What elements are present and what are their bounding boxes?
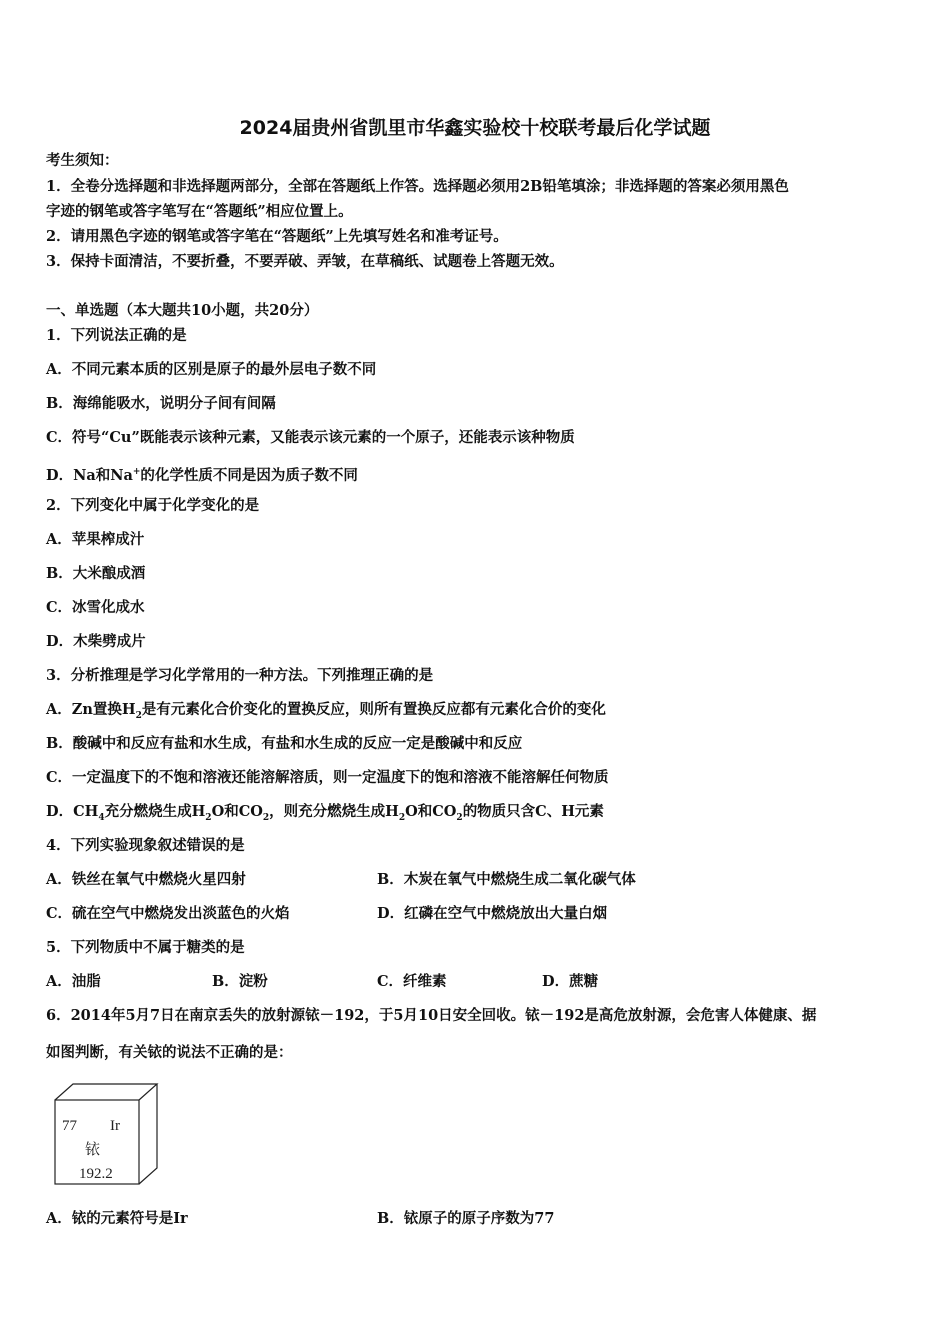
q5-option-b: B．淀粉 — [212, 973, 268, 990]
exam-title: 2024届贵州省凯里市华鑫实验校十校联考最后化学试题 — [239, 117, 711, 139]
q5-option-d: D．蔗糖 — [542, 973, 599, 990]
q3-a-text-1: A．Zn置换H — [46, 701, 136, 718]
q6-stem-line-2: 如图判断，有关铱的说法不正确的是： — [46, 1044, 293, 1061]
element-number: 77 — [62, 1118, 77, 1134]
q3-d-sub-5: 2 — [456, 812, 463, 823]
q3-option-a — [46, 700, 606, 726]
q3-a-text-2: 是有元素化合价变化的置换反应，则所有置换反应都有元素化合价的变化 — [141, 701, 606, 718]
q1-option-b: B．海绵能吸水，说明分子间有间隔 — [46, 395, 276, 412]
q5-option-c: C．纤维素 — [377, 973, 447, 990]
periodic-element-box — [52, 1082, 162, 1186]
q3-option-c: C．一定温度下的不饱和溶液还能溶解溶质，则一定温度下的饱和溶液不能溶解任何物质 — [46, 769, 609, 786]
q1-option-c: C．符号“Cu”既能表示该种元素，又能表示该元素的一个原子，还能表示该种物质 — [46, 429, 575, 446]
q4-stem: 4．下列实验现象叙述错误的是 — [46, 837, 245, 854]
q1-option-a: A．不同元素本质的区别是原子的最外层电子数不同 — [46, 361, 377, 378]
q2-stem: 2．下列变化中属于化学变化的是 — [46, 497, 260, 514]
notice-item-2: 2．请用黑色字迹的钢笔或答字笔在“答题纸”上先填写姓名和准考证号。 — [46, 228, 508, 245]
q3-option-b: B．酸碱中和反应有盐和水生成，有盐和水生成的反应一定是酸碱中和反应 — [46, 735, 523, 752]
q3-d-text-3: O和CO — [211, 803, 263, 820]
q4-option-b: B．木炭在氧气中燃烧生成二氧化碳气体 — [377, 871, 636, 888]
q5-option-a: A．油脂 — [46, 973, 101, 990]
q3-option-d — [46, 802, 604, 828]
q5-stem: 5．下列物质中不属于糖类的是 — [46, 939, 245, 956]
notice-item-1a: 1．全卷分选择题和非选择题两部分，全部在答题纸上作答。选择题必须用2B铅笔填涂；非选择题的答案必须用黑色 — [46, 178, 789, 195]
section-heading: 一、单选题（本大题共10小题，共20分） — [46, 302, 319, 319]
element-symbol: Ir — [110, 1118, 120, 1134]
q3-d-sub-1: 4 — [98, 812, 105, 823]
element-box-side — [139, 1084, 157, 1184]
q1-option-d — [46, 462, 358, 486]
q3-d-text-2: 充分燃烧生成H — [104, 803, 206, 820]
q1-d-text-2: 的化学性质不同是因为质子数不同 — [140, 466, 358, 484]
q1-stem: 1．下列说法正确的是 — [46, 327, 187, 344]
q3-stem: 3．分析推理是学习化学常用的一种方法。下列推理正确的是 — [46, 667, 434, 684]
element-box-top — [55, 1084, 157, 1100]
q1-d-text-1: D．Na和Na — [46, 466, 133, 484]
q6-stem-line-1: 6．2014年5月7日在南京丢失的放射源铱－192，于5月10日安全回收。铱－192是高危放射源，会危害人体健康、据 — [46, 1007, 817, 1024]
element-mass: 192.2 — [79, 1166, 113, 1182]
q2-option-b: B．大米酿成酒 — [46, 565, 146, 582]
element-name: 铱 — [85, 1140, 101, 1158]
notice-item-1b: 字迹的钢笔或答字笔写在“答题纸”相应位置上。 — [46, 203, 353, 220]
q4-option-a: A．铁丝在氧气中燃烧火星四射 — [46, 871, 246, 888]
q3-d-sub-3: 2 — [262, 812, 270, 823]
q3-d-text-6: 的物质只含C、H元素 — [462, 803, 604, 820]
q3-d-text-5: O和CO — [405, 803, 457, 820]
q4-option-c: C．硫在空气中燃烧发出淡蓝色的火焰 — [46, 905, 290, 922]
q3-d-sub-4: 2 — [398, 812, 406, 823]
q3-d-sub-2: 2 — [205, 812, 212, 823]
q1-d-sup: + — [132, 467, 141, 477]
q3-a-sub: 2 — [135, 710, 142, 721]
q6-option-b: B．铱原子的原子序数为77 — [377, 1210, 555, 1227]
notice-heading: 考生须知： — [46, 152, 119, 169]
notice-item-3: 3．保持卡面清洁，不要折叠，不要弄破、弄皱，在草稿纸、试题卷上答题无效。 — [46, 253, 564, 270]
q2-option-a: A．苹果榨成汁 — [46, 531, 145, 548]
q3-d-text-1: D．CH — [46, 803, 99, 820]
q2-option-c: C．冰雪化成水 — [46, 599, 145, 616]
q3-d-text-4: ，则充分燃烧生成H — [269, 803, 399, 820]
q6-option-a: A．铱的元素符号是Ir — [46, 1210, 188, 1227]
q2-option-d: D．木柴劈成片 — [46, 633, 146, 650]
q4-option-d: D．红磷在空气中燃烧放出大量白烟 — [377, 905, 608, 922]
